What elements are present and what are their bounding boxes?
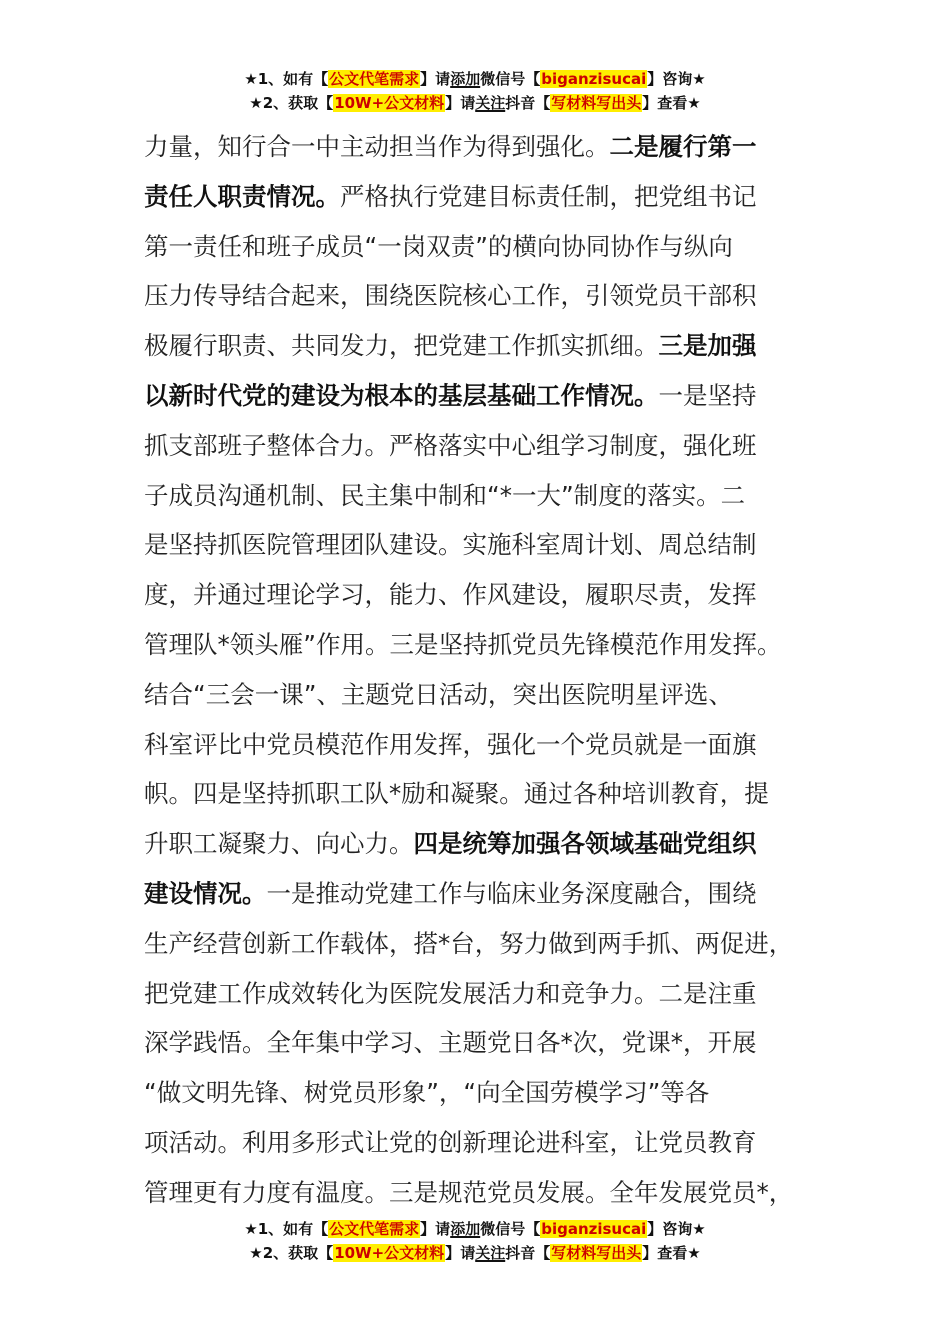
banner-text: 】请 <box>420 1220 451 1238</box>
banner-text: 2、获取【 <box>262 1244 334 1262</box>
underlined-text: 添加 <box>450 1220 481 1238</box>
header-banner <box>0 68 950 116</box>
highlight-douyin: 写材料写出头 <box>551 94 642 112</box>
highlight-wechat-id: biganzisucai <box>541 1220 647 1238</box>
banner-text: 2、获取【 <box>262 94 334 112</box>
banner-text: 抖音【 <box>505 94 551 112</box>
highlight-materials: 10W+公文材料 <box>334 1244 445 1262</box>
bold-heading: 建设情况。 <box>144 878 267 908</box>
banner-line-1 <box>0 1218 950 1242</box>
highlight-service: 公文代笔需求 <box>329 70 420 88</box>
text-line: 生产经营创新工作载体，搭*台，努力做到两手抓、两促进， <box>144 928 794 958</box>
text-line: 度，并通过理论学习，能力、作风建设，履职尽责，发挥 <box>144 580 757 610</box>
highlight-materials: 10W+公文材料 <box>334 94 445 112</box>
banner-text: 】请 <box>445 1244 476 1262</box>
text-line <box>144 172 816 222</box>
banner-text: 】咨询★ <box>647 70 706 88</box>
text-run: 一是推动党建工作与临床业务深度融合，围绕 <box>266 878 757 908</box>
banner-text: 】咨询★ <box>647 1220 706 1238</box>
banner-text: 抖音【 <box>505 1244 551 1262</box>
bold-heading: 责任人职责情况。 <box>144 181 340 211</box>
text-line: 把党建工作成效转化为医院发展活力和竞争力。二是注重 <box>144 978 757 1008</box>
banner-text: 微信号【 <box>480 1220 541 1238</box>
banner-text: 】请 <box>420 70 451 88</box>
text-line: 第一责任和班子成员“一岗双责”的横向协同协作与纵向 <box>144 231 733 261</box>
text-line: 子成员沟通机制、民主集中制和“*一大”制度的落实。二 <box>144 480 746 510</box>
bold-heading: 二是履行第一 <box>609 132 757 161</box>
text-line: 管理更有力度有温度。三是规范党员发展。全年发展党员*， <box>144 1177 794 1207</box>
text-line <box>144 869 816 919</box>
text-run: 极履行职责、共同发力，把党建工作抓实抓细。 <box>144 331 659 361</box>
banner-line-2 <box>0 92 950 116</box>
banner-text: 】查看★ <box>642 94 701 112</box>
underlined-text: 关注 <box>475 94 506 112</box>
star-icon: ★ <box>244 1220 258 1238</box>
document-body <box>144 122 816 1218</box>
text-line: 抓支部班子整体合力。严格落实中心组学习制度，强化班 <box>144 430 757 460</box>
star-icon: ★ <box>244 70 258 88</box>
highlight-douyin: 写材料写出头 <box>551 1244 642 1262</box>
banner-text: 】请 <box>445 94 476 112</box>
text-run: 一是坚持 <box>658 380 757 410</box>
banner-text: 1、如有【 <box>257 70 329 88</box>
highlight-service: 公文代笔需求 <box>329 1220 420 1238</box>
text-line: 结合“三会一课”、主题党日活动，突出医院明星评选、 <box>144 679 733 709</box>
banner-line-2 <box>0 1242 950 1266</box>
bold-heading: 四是统筹加强各领域基础党组织 <box>413 829 757 859</box>
footer-banner <box>0 1218 950 1266</box>
text-line: 科室评比中党员模范作用发挥，强化一个党员就是一面旗 <box>144 729 757 759</box>
text-line: “做文明先锋、树党员形象”，“向全国劳模学习”等各 <box>144 1078 710 1108</box>
bold-heading: 三是加强 <box>658 331 757 361</box>
text-run: 力量，知行合一中主动担当作为得到强化。 <box>144 132 610 161</box>
underlined-text: 添加 <box>450 70 481 88</box>
text-line: 压力传导结合起来，围绕医院核心工作，引领党员干部积 <box>144 281 757 311</box>
text-line: 深学践悟。全年集中学习、主题党日各*次，党课*，开展 <box>144 1028 757 1058</box>
text-run: 升职工凝聚力、向心力。 <box>144 829 414 859</box>
banner-text: 1、如有【 <box>257 1220 329 1238</box>
text-line <box>144 321 816 371</box>
text-line: 是坚持抓医院管理团队建设。实施科室周计划、周总结制 <box>144 530 757 560</box>
highlight-wechat-id: biganzisucai <box>541 70 647 88</box>
text-line: 项活动。利用多形式让党的创新理论进科室，让党员教育 <box>144 1127 757 1157</box>
text-line <box>144 371 816 421</box>
bold-heading: 以新时代党的建设为根本的基层基础工作情况。 <box>144 380 659 410</box>
text-line: 管理队*领头雁”作用。三是坚持抓党员先锋模范作用发挥。 <box>144 629 782 659</box>
text-line: 帜。四是坚持抓职工队*励和凝聚。通过各种培训教育，提 <box>144 779 769 809</box>
star-icon: ★ <box>249 94 263 112</box>
text-line <box>144 122 816 172</box>
text-run: 严格执行党建目标责任制，把党组书记 <box>340 181 757 211</box>
banner-text: 微信号【 <box>480 70 541 88</box>
banner-line-1 <box>0 68 950 92</box>
underlined-text: 关注 <box>475 1244 506 1262</box>
star-icon: ★ <box>249 1244 263 1262</box>
text-line <box>144 819 816 869</box>
banner-text: 】查看★ <box>642 1244 701 1262</box>
